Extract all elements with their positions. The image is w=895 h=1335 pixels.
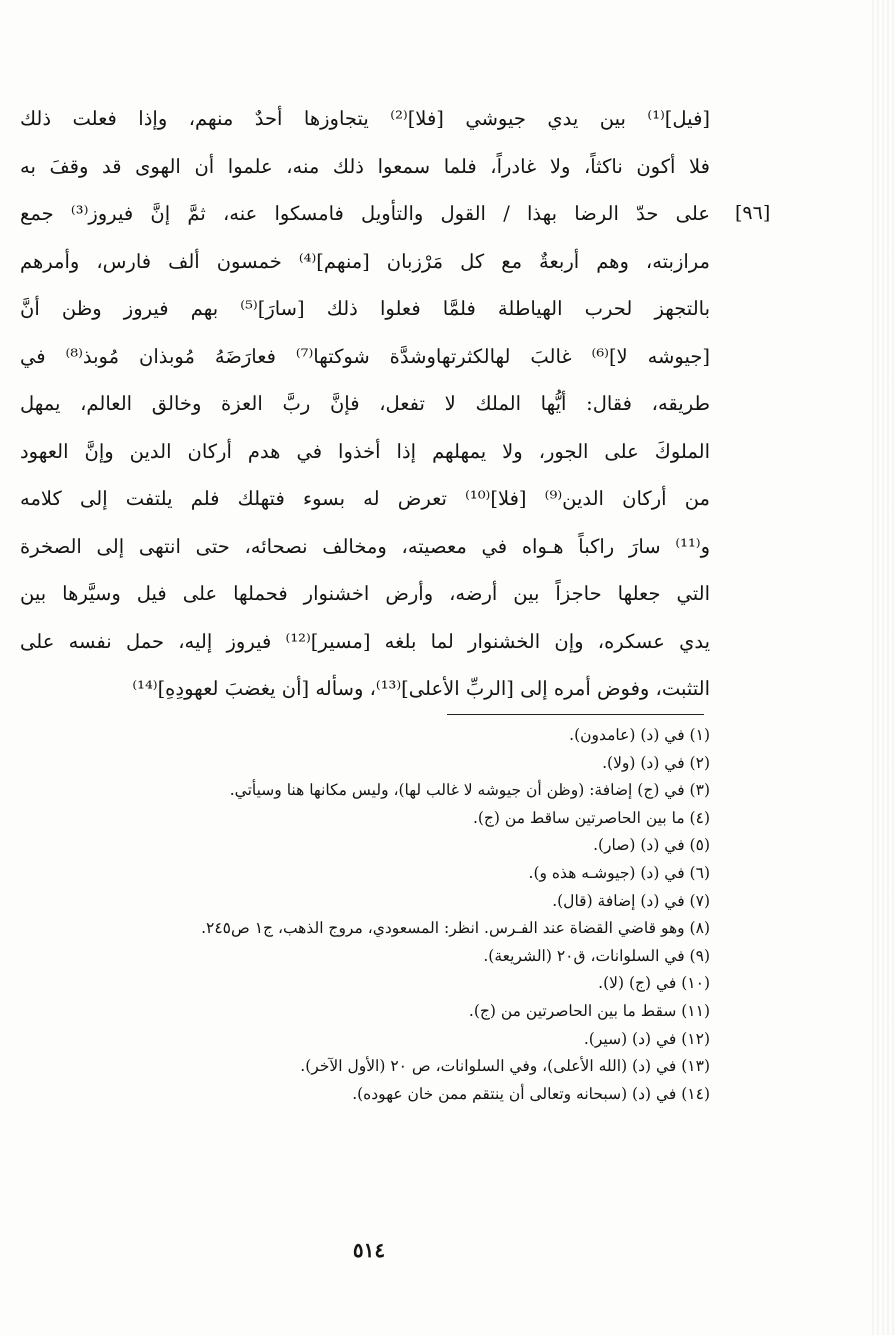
- text-line: التي جعلها حاجزاً بين أرضه، وأرض اخشنوار فحملها على فيل وسيَّرها بين: [20, 582, 710, 605]
- footnote: (١٢) في (د) (سير).: [583, 1029, 710, 1048]
- text-line: يدي عسكره، وإن الخشنوار لما بلغه [مسير]⁽¹²⁾ فيروز إليه، حمل نفسه على: [20, 629, 710, 653]
- footnote: (٧) في (د) إضافة (قال).: [552, 891, 710, 910]
- footnote: (١١) سقط ما بين الحاصرتين من (ج).: [468, 1001, 710, 1020]
- footnote: (٣) في (ج) إضافة: (وظن أن جيوشه لا غالب لها)، وليس مكانها هنا وسيأتي.: [229, 781, 710, 800]
- footnote: (١٣) في (د) (الله الأعلى)، وفي السلوانات، ص ٢٠ (الأول الآخر).: [300, 1057, 710, 1076]
- manuscript-page-marker: [٩٦]: [735, 202, 771, 224]
- text-line: [فيل]⁽¹⁾ بين يدي جيوشي [فلا]⁽²⁾ يتجاوزها أحدٌ منهم، وإذا فعلت ذلك: [20, 107, 710, 130]
- text-line: من أركان الدين⁽⁹⁾ [فلا]⁽¹⁰⁾ تعرض له بسوء فتهلك فلم يلتفت إلى كلامه: [20, 487, 710, 510]
- text-line-content: على حدّ الرضا بهذا / القول والتأويل فامسكوا عنه، ثمَّ إنَّ فيروز⁽³⁾ جمع: [20, 202, 710, 225]
- footnote: (١٠) في (ج) (لا).: [598, 974, 710, 993]
- page-number: ٥١٤: [352, 1238, 386, 1262]
- footnote: (٢) في (د) (ولا).: [602, 753, 710, 772]
- footnote: (١٤) في (د) (سبحانه وتعالى أن ينتقم ممن خان عهوده).: [352, 1084, 710, 1103]
- text-line: التثبت، وفوض أمره إلى [الربِّ الأعلى]⁽¹³⁾، وسأله [أن يغضبَ لعهودِهِ]⁽¹⁴⁾: [132, 677, 710, 700]
- footnote: (١) في (د) (عامدون).: [569, 726, 710, 744]
- text-line: [جيوشه لا]⁽⁶⁾ غالبَ لهالكثرتهاوشدَّة شوكتها⁽⁷⁾ فعارَضَهُ مُوبذان مُوبذ⁽⁸⁾ في: [20, 344, 711, 368]
- footnotes: [20, 722, 710, 1108]
- footnote: (٤) ما بين الحاصرتين ساقط من (ج).: [472, 808, 710, 827]
- text-line: فلا أكون ناكثاً، ولا غادراً، فلما سمعوا ذلك منه، علموا أن الهوى قد وقفَ به: [20, 154, 710, 178]
- text-line: بالتجهز لحرب الهياطلة فلمَّا فعلوا ذلك [سارَ]⁽⁵⁾ بهم فيروز وظن أنَّ: [20, 297, 711, 320]
- main-text: [20, 95, 771, 713]
- text-line: و⁽¹¹⁾ سارَ راكباً هـواه في معصيته، ومخالف نصحائه، حتى انتهى إلى الصخرة: [20, 534, 710, 558]
- footnote-divider: [447, 714, 704, 715]
- text-line: الملوكَ على الجور، ولا يمهلهم إذا أخذوا في هدم أركان الدين وإنَّ العهود: [20, 439, 710, 463]
- footnote: (٥) في (د) (صار).: [593, 836, 710, 855]
- text-line: طريقه، فقال: أيُّها الملك لا تفعل، فإنَّ ربَّ العزة وخالق العالم، يمهل: [20, 392, 710, 415]
- text-line: [20, 190, 771, 238]
- footnote: (٨) وهو قاضي القضاة عند الفـرس. انظر: المسعودي، مروج الذهب، ج١ ص٢٤٥.: [201, 919, 710, 938]
- footnote: (٩) في السلوانات، ق٢٠ (الشريعة).: [483, 946, 710, 965]
- page-edge: [869, 0, 895, 1335]
- footnote: (٦) في (د) (جيوشـه هذه و).: [528, 863, 710, 882]
- text-line: مرازبته، وهم أربعةٌ مع كل مَرْزبان [منهم]⁽⁴⁾ خمسون ألف فارس، وأمرهم: [20, 249, 711, 273]
